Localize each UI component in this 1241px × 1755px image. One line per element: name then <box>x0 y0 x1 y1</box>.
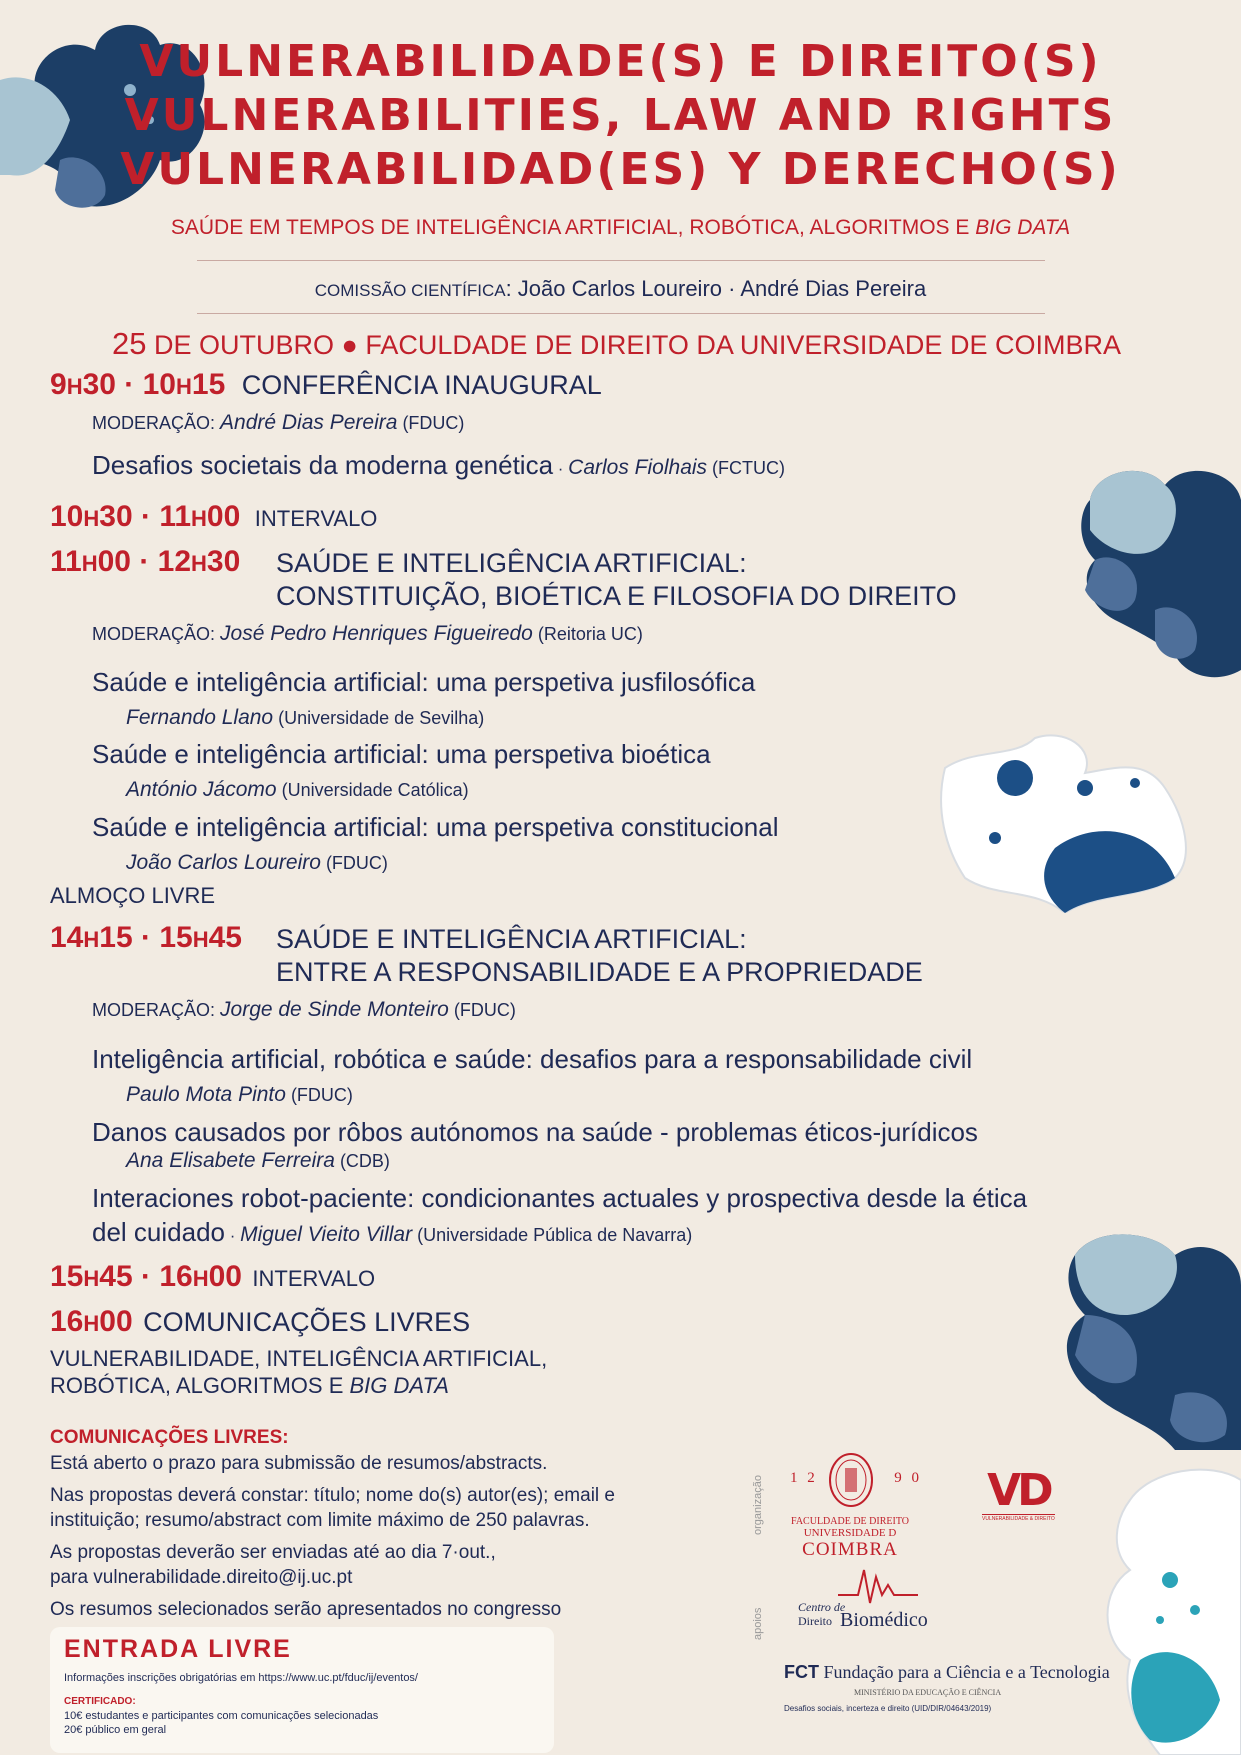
cdb-line-1: Centro de <box>798 1600 846 1614</box>
organization-label: organização <box>752 1475 764 1535</box>
vd-mark: VD <box>987 1465 1050 1516</box>
fduc-line-1: FACULDADE DE DIREITO <box>791 1516 909 1527</box>
puzzle-piece-bottom-right-icon <box>1100 1460 1241 1755</box>
comms-heading: COMUNICAÇÕES LIVRES: <box>50 1427 289 1448</box>
fct-name: Fundação para a Ciência e a Tecnologia <box>819 1662 1110 1682</box>
heartbeat-icon <box>838 1565 918 1605</box>
free-entry-title: ENTRADA LIVRE <box>64 1635 292 1663</box>
fduc-line-2: UNIVERSIDADE D <box>803 1527 897 1539</box>
session-3-title-line-2: ENTRE A RESPONSABILIDADE E A PROPRIEDADE <box>276 957 923 987</box>
support-label: apoios <box>752 1607 764 1640</box>
break-2-time: 15H45 · 16H00 <box>50 1260 242 1293</box>
lunch-break: ALMOÇO LIVRE <box>50 883 216 908</box>
venue: FACULDADE DE DIREITO DA UNIVERSIDADE DE COIMBRA <box>365 330 1121 360</box>
session-1-header <box>50 368 602 402</box>
session-1-talk: Desafios societais da moderna genética · Carlos Fiolhais (FCTUC) <box>92 450 786 480</box>
university-seal-icon <box>828 1452 874 1508</box>
session-3-talk-3-title-line-1: Interaciones robot-paciente: condicionantes actuales y prospectiva desde la ética <box>92 1183 1028 1213</box>
session-1-time: 9H30 · 10H15 <box>50 368 226 401</box>
session-3-talk-3-title-line-2: del cuidado · Miguel Vieito Villar (Universidade Pública de Navarra) <box>92 1217 693 1247</box>
fct-project: Desafios sociais, incerteza e direito (UID/DIR/04643/2019) <box>784 1704 992 1713</box>
divider-top <box>197 260 1045 261</box>
session-4-time: 16H00 <box>50 1305 133 1338</box>
free-entry-box <box>50 1627 554 1753</box>
divider-bottom <box>197 313 1045 314</box>
cdb-logo <box>788 1565 928 1635</box>
fduc-year-left: 1 2 <box>790 1470 818 1486</box>
session-2-talk-1-speaker: Fernando Llano (Universidade de Sevilha) <box>126 706 485 729</box>
break-2-label: INTERVALO <box>252 1266 376 1291</box>
bullet-separator: ● <box>334 330 366 360</box>
certificate-label: CERTIFICADO: <box>64 1696 136 1707</box>
certificate-price-1: 10€ estudantes e participantes com comunicações selecionadas <box>64 1710 379 1722</box>
session-2-talk-1-title: Saúde e inteligência artificial: uma perspetiva jusfilosófica <box>92 667 756 697</box>
break-1-label: INTERVALO <box>254 506 378 531</box>
session-3-talk-1-speaker: Paulo Mota Pinto (FDUC) <box>126 1083 353 1106</box>
comms-paragraph-2a: Nas propostas deverá constar: título; nome do(s) autor(es); email e <box>50 1485 615 1506</box>
puzzle-piece-right-1-icon <box>1075 460 1241 685</box>
session-2-talk-2-title: Saúde e inteligência artificial: uma perspetiva bioética <box>92 739 711 769</box>
cdb-line-3: Biomédico <box>840 1609 928 1631</box>
break-1 <box>50 500 377 534</box>
break-1-time: 10H30 · 11H00 <box>50 500 241 533</box>
committee-names: : João Carlos Loureiro · André Dias Pereira <box>505 276 927 301</box>
title-portuguese: VULNERABILIDADE(S) E DIREITO(S) <box>139 36 1102 87</box>
subtitle-text: SAÚDE EM TEMPOS DE INTELIGÊNCIA ARTIFICIAL, ROBÓTICA, ALGORITMOS E <box>170 216 976 239</box>
title-english: VULNERABILITIES, LAW AND RIGHTS <box>124 90 1117 141</box>
session-3-title-line-1: SAÚDE E INTELIGÊNCIA ARTIFICIAL: <box>276 924 747 954</box>
session-2-title-line-1: SAÚDE E INTELIGÊNCIA ARTIFICIAL: <box>276 548 747 578</box>
session-1-moderation: MODERAÇÃO: André Dias Pereira (FDUC) <box>92 411 465 434</box>
title-spanish: VULNERABILIDAD(ES) Y DERECHO(S) <box>120 144 1121 195</box>
break-2 <box>50 1260 375 1294</box>
session-3-talk-2-title: Danos causados por rôbos autónomos na saúde - problemas éticos-jurídicos <box>92 1117 978 1147</box>
fduc-logo <box>790 1452 922 1561</box>
session-3-talk-1-title: Inteligência artificial, robótica e saúde: desafios para a responsabilidade civil <box>92 1044 973 1074</box>
cdb-line-2: Direito <box>798 1614 832 1628</box>
fct-abbreviation: FCT <box>784 1662 819 1682</box>
session-2-time: 11H00 · 12H30 <box>50 545 241 578</box>
committee-label: COMISSÃO CIENTÍFICA <box>314 281 506 300</box>
session-3-time: 14H15 · 15H45 <box>50 921 242 954</box>
comms-paragraph-3a: As propostas deverão ser enviadas até ao dia 7·out., <box>50 1542 496 1563</box>
session-4-title: COMUNICAÇÕES LIVRES <box>143 1307 471 1337</box>
vd-logo <box>982 1465 1055 1522</box>
scientific-committee <box>0 276 1241 302</box>
session-3-talk-2-speaker: Ana Elisabete Ferreira (CDB) <box>126 1149 390 1172</box>
event-subtitle <box>0 216 1241 240</box>
registration-info: Informações inscrições obrigatórias em https://www.uc.pt/fduc/ij/eventos/ <box>64 1672 418 1684</box>
certificate-price-2: 20€ público em geral <box>64 1724 167 1736</box>
vd-subtitle: VULNERABILIDADE & DIREITO <box>982 1516 1055 1522</box>
fduc-line-3: COIMBRA <box>802 1539 898 1560</box>
fduc-year-right: 9 0 <box>894 1470 922 1486</box>
session-2-talk-3-title: Saúde e inteligência artificial: uma perspetiva constitucional <box>92 812 779 842</box>
puzzle-piece-white-icon <box>935 728 1200 913</box>
session-2-title-line-2: CONSTITUIÇÃO, BIOÉTICA E FILOSOFIA DO DIREITO <box>276 581 957 611</box>
session-2-moderation: MODERAÇÃO: José Pedro Henriques Figueiredo (Reitoria UC) <box>92 622 643 645</box>
fct-logo <box>784 1662 1110 1683</box>
session-4-topic-line-1: VULNERABILIDADE, INTELIGÊNCIA ARTIFICIAL, <box>50 1346 548 1371</box>
date-month: DE OUTUBRO <box>146 330 334 360</box>
session-1-title: CONFERÊNCIA INAUGURAL <box>241 370 602 400</box>
date-day: 25 <box>112 326 147 361</box>
fct-ministry: MINISTÉRIO DA EDUCAÇÃO E CIÊNCIA <box>854 1688 1002 1697</box>
comms-paragraph-2b: instituição; resumo/abstract com limite máximo de 250 palavras. <box>50 1510 590 1531</box>
comms-email: para vulnerabilidade.direito@ij.uc.pt <box>50 1567 353 1588</box>
session-4-header <box>50 1305 470 1339</box>
session-4-topic-line-2: ROBÓTICA, ALGORITMOS E BIG DATA <box>50 1373 449 1398</box>
date-venue-line <box>112 326 1121 362</box>
session-2-talk-3-speaker: João Carlos Loureiro (FDUC) <box>126 851 388 874</box>
session-2-talk-2-speaker: António Jácomo (Universidade Católica) <box>126 778 469 801</box>
comms-paragraph-1: Está aberto o prazo para submissão de resumos/abstracts. <box>50 1453 548 1474</box>
session-3-moderation: MODERAÇÃO: Jorge de Sinde Monteiro (FDUC) <box>92 998 516 1021</box>
comms-paragraph-4: Os resumos selecionados serão apresentados no congresso <box>50 1599 562 1620</box>
puzzle-piece-right-2-icon <box>1055 1225 1241 1450</box>
subtitle-italic: BIG DATA <box>975 216 1071 239</box>
